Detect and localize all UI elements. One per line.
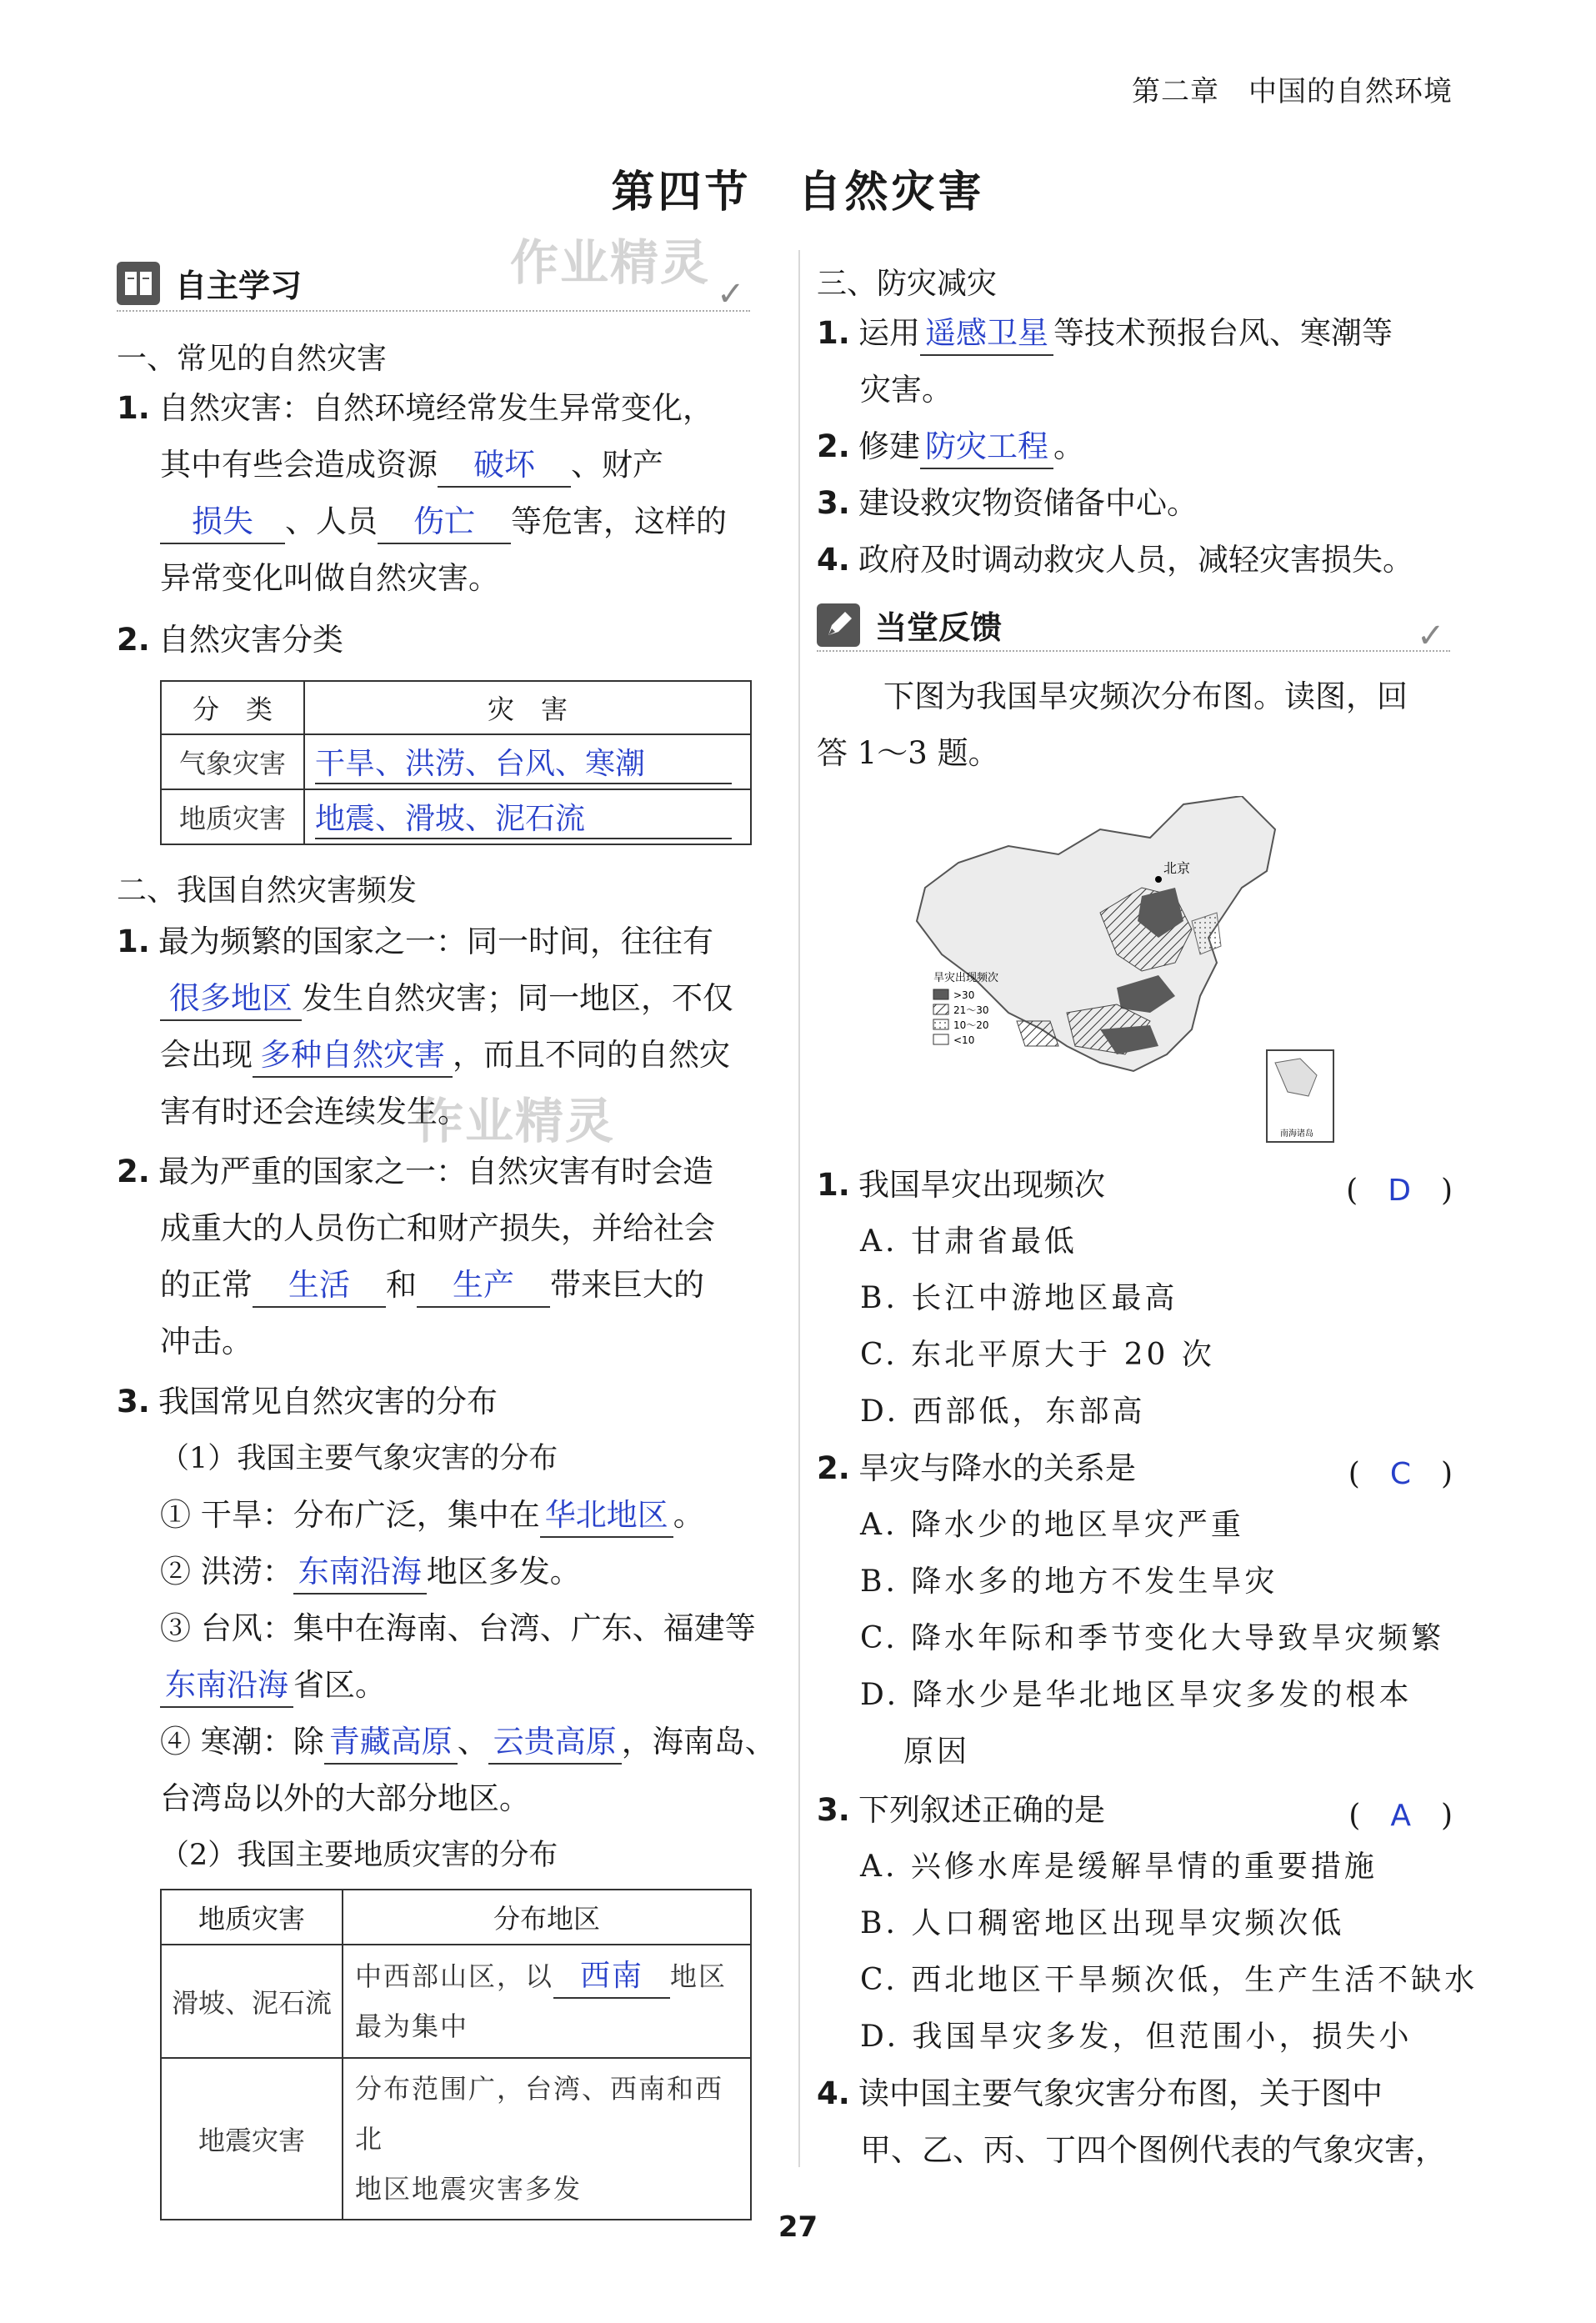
answer-blank: 生产 — [417, 1264, 550, 1308]
pencil-icon — [817, 603, 860, 647]
answer-paren: ( D ) — [1346, 1174, 1453, 1208]
book-icon — [117, 262, 160, 305]
option: C. 降水年际和季节变化大导致旱灾频繁 — [860, 1621, 1445, 1655]
table-cell: 分布范围广，台湾、西南和西北 地区地震灾害多发 — [343, 2058, 751, 2220]
table-cell: 地质灾害 — [161, 789, 304, 844]
table-cell: 中西部山区，以 西南 地区 最为集中 — [343, 1945, 751, 2058]
question-1: 1. 我国旱灾出现频次 A. 甘肃省最低 B. 长江中游地区最高 C. 东北平原大于 20 次 D. 西部低，东部高 — [817, 1157, 1475, 1440]
table-header: 分 类 — [161, 681, 304, 734]
answer-blank: 遥感卫星 — [920, 313, 1053, 356]
answer-blank: 损失 — [160, 501, 285, 544]
column-divider — [798, 250, 800, 2167]
answer-blank: 华北地区 — [540, 1494, 673, 1538]
s2-q2: 2. 最为严重的国家之一：自然灾害有时会造 成重大的人员伤亡和财产损失，并给社会 的正常 生活 和 生产 带来巨大的 冲击。 — [117, 1154, 715, 1359]
self-study-heading — [117, 260, 302, 306]
intro-line: 答 1～3 题。 — [817, 735, 999, 771]
answer-blank: 防灾工程 — [920, 426, 1053, 469]
option: B. 降水多的地方不发生旱灾 — [860, 1565, 1278, 1599]
check-icon: ✓ — [717, 275, 745, 313]
section-title: 第四节 自然灾害 — [611, 168, 985, 218]
s3-list: 1. 运用 遥感卫星 等技术预报台风、寒潮等 灾害。 2. 修建 防灾工程 。 3. 建设救灾物资储备中心。 4. 政府及时调动救灾人员，减轻灾害损失。 — [817, 305, 1475, 588]
answer-blank: 干旱、洪涝、台风、寒潮 — [315, 740, 732, 784]
legend-swatch — [933, 1004, 948, 1014]
geo-hazard-table — [160, 1889, 752, 2220]
answer-blank: 东南沿海 — [160, 1665, 293, 1708]
feedback-heading — [817, 602, 1002, 648]
block-title: 当堂反馈 — [875, 609, 1003, 646]
option: C. 西北地区干旱频次低，生产生活不缺水 — [860, 1963, 1478, 1997]
answer-blank: 很多地区 — [160, 978, 302, 1021]
question-4: 4. 读中国主要气象灾害分布图，关于图中 甲、乙、丙、丁四个图例代表的气象灾害， — [817, 2075, 1446, 2168]
option-continuation: 原因 — [903, 1735, 971, 1769]
option: A. 兴修水库是缓解旱情的重要措施 — [860, 1850, 1378, 1884]
legend-swatch — [933, 989, 948, 999]
table-header: 地质灾害 — [161, 1890, 343, 1945]
table-cell: 地震灾害 — [161, 2058, 343, 2220]
divider — [117, 310, 750, 312]
option: A. 甘肃省最低 — [860, 1224, 1078, 1259]
answer-blank: 破坏 — [438, 444, 571, 488]
s1-q2: 2. 自然灾害分类 — [117, 622, 343, 658]
s2-q3: 3. 我国常见自然灾害的分布 （1）我国主要气象灾害的分布 ① 干旱：分布广泛，集中在 华北地区 。 ② 洪涝： 东南沿海 地区多发。 ③ 台风：集中在海南、台湾、广东、福建等 东南沿海 省区。 ④ 寒潮：除 青藏高原 、 云贵高原 ，海南岛、 台湾岛以外的大部分地区。 （2）我国主要地质灾害的分布 — [117, 1384, 776, 1872]
question-3: 3. 下列叙述正确的是 A. 兴修水库是缓解旱情的重要措施 B. 人口稠密地区出现旱灾频次低 C. 西北地区干旱频次低，生产生活不缺水 D. 我国旱灾多发，但范围小，损失小 — [817, 1782, 1475, 2065]
legend-swatch — [933, 1019, 948, 1029]
s2-heading: 二、我国自然灾害频发 — [117, 874, 418, 908]
answer-blank: 云贵高原 — [488, 1721, 622, 1765]
legend-title: 旱灾出现频次 — [933, 972, 999, 984]
table-header: 灾 害 — [304, 681, 751, 734]
answer-paren: ( A ) — [1348, 1799, 1453, 1833]
answer-blank: 东南沿海 — [293, 1551, 427, 1595]
legend-swatch — [933, 1034, 948, 1044]
table-cell: 滑坡、泥石流 — [161, 1945, 343, 2058]
legend-label: >30 — [953, 989, 975, 1001]
answer-blank: 生活 — [253, 1264, 386, 1308]
answer-blank: 青藏高原 — [324, 1721, 458, 1765]
block-title: 自主学习 — [175, 268, 303, 304]
answer-paren: ( C ) — [1348, 1457, 1453, 1491]
s1-q1: 1. 自然灾害：自然环境经常发生异常变化， 其中有些会造成资源 破坏 、财产 损失 、人员 伤亡 等危害，这样的 异常变化叫做自然灾害。 — [117, 390, 727, 596]
answer-blank: 伤亡 — [378, 501, 511, 544]
table-cell: 气象灾害 — [161, 734, 304, 789]
legend-label: <10 — [953, 1034, 975, 1046]
legend-label: 10～20 — [953, 1019, 989, 1031]
check-icon: ✓ — [1417, 617, 1445, 655]
question-2: 2. 旱灾与降水的关系是 A. 降水少的地区旱灾严重 B. 降水多的地方不发生旱灾 C. 降水年际和季节变化大导致旱灾频繁 D. 降水少是华北地区旱灾多发的根本 原因 — [817, 1440, 1475, 1780]
option: D. 我国旱灾多发，但范围小，损失小 — [860, 2020, 1413, 2054]
city-label: 北京 — [1163, 860, 1191, 876]
drought-map — [908, 796, 1342, 1146]
answer-blank: 多种自然灾害 — [253, 1034, 453, 1078]
answer-blank: 地震、滑坡、泥石流 — [315, 795, 732, 839]
beijing-marker — [1155, 876, 1162, 883]
watermark: 作业精灵 — [510, 234, 711, 291]
legend-label: 21～30 — [953, 1004, 989, 1016]
answer-blank: 西南 — [553, 1955, 670, 1999]
option: A. 降水少的地区旱灾严重 — [860, 1508, 1244, 1542]
table-header: 分布地区 — [343, 1890, 751, 1945]
s1-heading: 一、常见的自然灾害 — [117, 342, 388, 376]
s3-heading: 三、防灾减灾 — [817, 267, 998, 301]
page-number: 27 — [778, 2210, 818, 2244]
option: B. 人口稠密地区出现旱灾频次低 — [860, 1906, 1345, 1940]
option: C. 东北平原大于 20 次 — [860, 1338, 1215, 1372]
s2-q1: 1. 最为频繁的国家之一：同一时间，往往有 很多地区 发生自然灾害；同一地区，不仅 会出现 多种自然灾害 ，而且不同的自然灾 害有时还会连续发生。 — [117, 924, 733, 1129]
chapter-header: 第二章 中国的自然环境 — [1132, 75, 1453, 108]
option: B. 长江中游地区最高 — [860, 1281, 1178, 1315]
watermark: 作业精灵 — [415, 1093, 616, 1149]
inset-label: 南海诸岛 — [1280, 1129, 1313, 1139]
option: D. 降水少是华北地区旱灾多发的根本 — [860, 1678, 1413, 1712]
intro-line: 下图为我国旱灾频次分布图。读图，回 — [883, 678, 1408, 714]
hazard-class-table — [160, 680, 752, 845]
divider — [817, 650, 1450, 652]
option: D. 西部低，东部高 — [860, 1394, 1146, 1429]
